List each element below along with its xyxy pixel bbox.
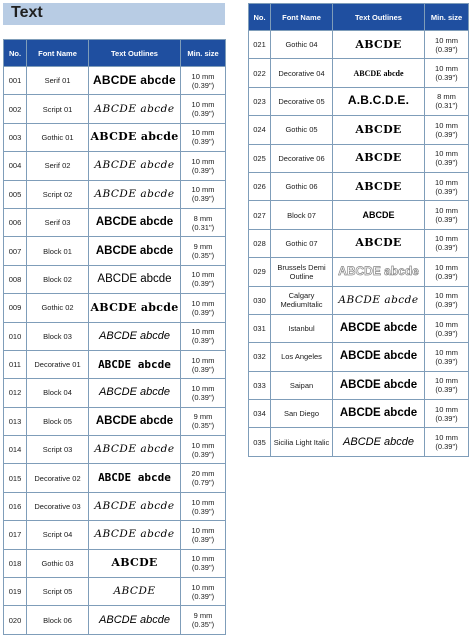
min-size-mm: 10 mm bbox=[191, 554, 215, 564]
font-sample bbox=[333, 258, 425, 286]
font-sample-text: ABCDE abcde bbox=[99, 329, 170, 342]
table-row bbox=[4, 237, 226, 265]
min-size-inch: (0.39") bbox=[191, 591, 215, 601]
font-sample-text: ABCDE abcde bbox=[93, 72, 176, 87]
font-number: 008 bbox=[4, 265, 27, 293]
font-sample-text: A.B.C.D.E. bbox=[347, 93, 410, 108]
min-size-mm: 10 mm bbox=[435, 149, 458, 159]
min-size bbox=[425, 144, 469, 172]
font-sample bbox=[89, 578, 181, 606]
min-size-mm: 10 mm bbox=[435, 291, 458, 301]
table-row bbox=[4, 322, 226, 350]
font-sample bbox=[89, 265, 181, 293]
table-row bbox=[4, 208, 226, 236]
min-size-mm: 10 mm bbox=[191, 270, 215, 280]
min-size-mm: 8 mm bbox=[437, 92, 456, 102]
min-size bbox=[181, 549, 226, 577]
min-size-mm: 20 mm bbox=[191, 469, 215, 479]
min-size-inch: (0.39") bbox=[435, 413, 458, 423]
font-number: 020 bbox=[4, 606, 27, 634]
table-row bbox=[249, 314, 469, 342]
min-size-mm: 9 mm bbox=[193, 611, 213, 621]
min-size bbox=[181, 67, 226, 95]
font-sample bbox=[89, 180, 181, 208]
font-name: Sicilia Light Italic bbox=[271, 428, 333, 456]
min-size-mm: 10 mm bbox=[435, 404, 458, 414]
table-row bbox=[4, 180, 226, 208]
min-size bbox=[181, 322, 226, 350]
min-size-inch: (0.39") bbox=[435, 300, 458, 310]
font-sample bbox=[89, 123, 181, 151]
font-number: 023 bbox=[249, 87, 271, 115]
font-sample bbox=[89, 549, 181, 577]
min-size-mm: 10 mm bbox=[435, 206, 458, 216]
font-name: Istanbul bbox=[271, 314, 333, 342]
min-size-inch: (0.39") bbox=[435, 186, 458, 196]
min-size-inch: (0.39") bbox=[435, 356, 458, 366]
font-number: 012 bbox=[4, 379, 27, 407]
font-number: 019 bbox=[4, 578, 27, 606]
font-number: 021 bbox=[249, 31, 271, 59]
font-name: Serif 03 bbox=[27, 208, 89, 236]
font-name: San Diego bbox=[271, 400, 333, 428]
min-size-inch: (0.79") bbox=[191, 478, 215, 488]
font-sample bbox=[89, 606, 181, 634]
table-row bbox=[249, 343, 469, 371]
min-size-mm: 10 mm bbox=[191, 525, 215, 535]
font-sample bbox=[89, 407, 181, 435]
min-size-mm: 10 mm bbox=[191, 327, 215, 337]
min-size bbox=[181, 606, 226, 634]
table-row bbox=[4, 350, 226, 378]
font-sample-text: ABCDE abcde bbox=[97, 272, 172, 285]
font-sample-text: ABCDE abcde bbox=[94, 528, 175, 541]
min-size-mm: 10 mm bbox=[435, 120, 458, 130]
min-size-mm: 10 mm bbox=[191, 128, 215, 138]
font-sample bbox=[89, 350, 181, 378]
font-sample bbox=[333, 116, 425, 144]
font-number: 004 bbox=[4, 152, 27, 180]
min-size-mm: 10 mm bbox=[191, 355, 215, 365]
font-sample-text: ABCDE abcde bbox=[90, 300, 179, 314]
min-size-mm: 10 mm bbox=[435, 376, 458, 386]
table-row bbox=[4, 492, 226, 520]
font-name: Script 04 bbox=[27, 521, 89, 549]
min-size-inch: (0.39") bbox=[435, 129, 458, 139]
font-name: Calgary MediumItalic bbox=[271, 286, 333, 314]
min-size bbox=[181, 180, 226, 208]
font-sample bbox=[89, 95, 181, 123]
table-header-row bbox=[249, 4, 469, 31]
font-sample bbox=[89, 492, 181, 520]
min-size bbox=[181, 379, 226, 407]
font-sample-text: ABCDE bbox=[355, 151, 402, 165]
font-name: Gothic 04 bbox=[271, 31, 333, 59]
min-size-mm: 10 mm bbox=[435, 35, 458, 45]
font-sample bbox=[333, 87, 425, 115]
font-name: Block 05 bbox=[27, 407, 89, 435]
min-size-mm: 10 mm bbox=[191, 440, 215, 450]
min-size-inch: (0.39") bbox=[191, 336, 215, 346]
min-size bbox=[181, 152, 226, 180]
font-sample-text: ABCDE bbox=[355, 37, 402, 51]
font-sample-text: ABCDE abcde bbox=[338, 293, 419, 306]
font-sample-text: ABCDE abcde bbox=[94, 159, 175, 172]
font-name: Block 06 bbox=[27, 606, 89, 634]
min-size bbox=[181, 123, 226, 151]
min-size-inch: (0.39") bbox=[435, 271, 458, 281]
font-number: 030 bbox=[249, 286, 271, 314]
font-sample-text: ABCDE bbox=[355, 122, 402, 136]
font-name: Script 03 bbox=[27, 436, 89, 464]
min-size bbox=[425, 87, 469, 115]
min-size-inch: (0.39") bbox=[191, 506, 215, 516]
min-size bbox=[425, 258, 469, 286]
header-min-size: Min. size bbox=[181, 40, 226, 67]
min-size bbox=[181, 492, 226, 520]
font-number: 024 bbox=[249, 116, 271, 144]
font-sample bbox=[333, 286, 425, 314]
font-name: Block 02 bbox=[27, 265, 89, 293]
font-sample-text: ABCDE abcde bbox=[339, 322, 418, 335]
font-sample-text: ABCDE bbox=[111, 556, 158, 570]
min-size-mm: 8 mm bbox=[193, 213, 213, 223]
font-sample bbox=[333, 59, 425, 87]
font-sample-text: ABCDE abcde bbox=[339, 407, 418, 420]
font-sample bbox=[333, 314, 425, 342]
table-row bbox=[4, 95, 226, 123]
min-size bbox=[181, 436, 226, 464]
font-sample-text: ABCDE abcde bbox=[95, 216, 174, 229]
font-sample-text: ABCDE abcde bbox=[338, 263, 419, 278]
font-number: 025 bbox=[249, 144, 271, 172]
font-number: 029 bbox=[249, 258, 271, 286]
font-name: Script 01 bbox=[27, 95, 89, 123]
min-size-mm: 10 mm bbox=[435, 234, 458, 244]
min-size bbox=[181, 265, 226, 293]
table-header-row bbox=[4, 40, 226, 67]
font-number: 033 bbox=[249, 371, 271, 399]
font-sample-text: ABCDE abcde bbox=[339, 378, 418, 391]
font-name: Decorative 01 bbox=[27, 350, 89, 378]
font-sample bbox=[333, 371, 425, 399]
table-row bbox=[249, 59, 469, 87]
font-number: 015 bbox=[4, 464, 27, 492]
min-size bbox=[181, 294, 226, 322]
font-sample bbox=[89, 67, 181, 95]
min-size-inch: (0.39") bbox=[435, 44, 458, 54]
font-name: Serif 02 bbox=[27, 152, 89, 180]
font-sample-text: ABCDE bbox=[362, 209, 395, 220]
min-size bbox=[425, 428, 469, 456]
font-sample bbox=[333, 343, 425, 371]
table-row bbox=[4, 407, 226, 435]
font-sample-text: ABCDE bbox=[355, 179, 402, 193]
min-size-mm: 10 mm bbox=[435, 347, 458, 357]
font-sample-text: ABCDE abcde bbox=[94, 500, 175, 513]
min-size bbox=[425, 31, 469, 59]
min-size bbox=[181, 350, 226, 378]
font-sample bbox=[333, 31, 425, 59]
font-name: Block 04 bbox=[27, 379, 89, 407]
font-number: 001 bbox=[4, 67, 27, 95]
min-size-inch: (0.39") bbox=[435, 243, 458, 253]
table-row bbox=[4, 549, 226, 577]
header-no: No. bbox=[4, 40, 27, 67]
min-size bbox=[425, 286, 469, 314]
table-row bbox=[249, 201, 469, 229]
font-name: Block 01 bbox=[27, 237, 89, 265]
min-size bbox=[425, 400, 469, 428]
min-size-mm: 10 mm bbox=[191, 298, 215, 308]
font-sample bbox=[89, 379, 181, 407]
min-size-mm: 10 mm bbox=[191, 156, 215, 166]
font-name: Block 03 bbox=[27, 322, 89, 350]
font-name: Gothic 07 bbox=[271, 229, 333, 257]
font-name: Gothic 02 bbox=[27, 294, 89, 322]
table-row bbox=[249, 229, 469, 257]
font-name: Los Angeles bbox=[271, 343, 333, 371]
font-table-right bbox=[248, 3, 469, 457]
min-size-inch: (0.31") bbox=[191, 222, 215, 232]
font-sample bbox=[333, 229, 425, 257]
font-name: Decorative 05 bbox=[271, 87, 333, 115]
min-size-mm: 10 mm bbox=[191, 185, 215, 195]
table-row bbox=[249, 116, 469, 144]
table-row bbox=[249, 144, 469, 172]
min-size-inch: (0.39") bbox=[191, 165, 215, 175]
font-number: 017 bbox=[4, 521, 27, 549]
min-size bbox=[181, 464, 226, 492]
font-sample-text: ABCDE abcde bbox=[94, 187, 175, 200]
table-row bbox=[249, 258, 469, 286]
min-size-inch: (0.39") bbox=[191, 364, 215, 374]
min-size-inch: (0.39") bbox=[191, 307, 215, 317]
table-row bbox=[4, 123, 226, 151]
font-sample bbox=[89, 237, 181, 265]
font-name: Script 02 bbox=[27, 180, 89, 208]
font-sample bbox=[333, 201, 425, 229]
min-size bbox=[181, 237, 226, 265]
section-title: Text bbox=[11, 4, 43, 21]
min-size-mm: 10 mm bbox=[191, 497, 215, 507]
min-size bbox=[425, 172, 469, 200]
font-sample bbox=[89, 436, 181, 464]
min-size bbox=[425, 116, 469, 144]
header-no: No. bbox=[249, 4, 271, 31]
font-name: Decorative 03 bbox=[27, 492, 89, 520]
min-size-mm: 10 mm bbox=[435, 64, 458, 74]
font-name: Brussels Demi Outline bbox=[271, 258, 333, 286]
min-size-inch: (0.35") bbox=[191, 251, 215, 261]
min-size-inch: (0.35") bbox=[191, 620, 215, 630]
min-size-inch: (0.39") bbox=[191, 279, 215, 289]
table-row bbox=[249, 428, 469, 456]
font-sample-text: ABCDE abcde bbox=[95, 244, 174, 257]
font-name: Gothic 05 bbox=[271, 116, 333, 144]
table-row bbox=[4, 436, 226, 464]
font-name: Decorative 06 bbox=[271, 144, 333, 172]
font-sample bbox=[89, 294, 181, 322]
min-size-mm: 10 mm bbox=[435, 319, 458, 329]
min-size bbox=[181, 95, 226, 123]
header-font-name: Font Name bbox=[271, 4, 333, 31]
min-size bbox=[181, 407, 226, 435]
font-sample-text: ABCDE abcde bbox=[99, 386, 170, 399]
section-title-bar bbox=[3, 3, 225, 25]
table-row bbox=[249, 371, 469, 399]
min-size bbox=[181, 521, 226, 549]
font-sample-text: ABCDE bbox=[113, 585, 156, 598]
font-number: 034 bbox=[249, 400, 271, 428]
font-number: 018 bbox=[4, 549, 27, 577]
min-size bbox=[425, 371, 469, 399]
min-size-mm: 9 mm bbox=[193, 242, 213, 252]
min-size-inch: (0.39") bbox=[191, 449, 215, 459]
table-row bbox=[4, 578, 226, 606]
min-size bbox=[425, 314, 469, 342]
min-size bbox=[181, 578, 226, 606]
font-name: Gothic 01 bbox=[27, 123, 89, 151]
table-row bbox=[4, 294, 226, 322]
font-sample-text: ABCDE abcde bbox=[343, 435, 414, 448]
font-sample bbox=[89, 208, 181, 236]
font-number: 027 bbox=[249, 201, 271, 229]
min-size-mm: 10 mm bbox=[191, 100, 215, 110]
font-sample-text: ABCDE bbox=[355, 236, 402, 250]
table-row bbox=[4, 379, 226, 407]
min-size-inch: (0.39") bbox=[435, 158, 458, 168]
min-size-inch: (0.39") bbox=[191, 109, 215, 119]
table-row bbox=[4, 265, 226, 293]
min-size-inch: (0.39") bbox=[191, 534, 215, 544]
font-number: 011 bbox=[4, 350, 27, 378]
font-name: Script 05 bbox=[27, 578, 89, 606]
font-sample bbox=[89, 152, 181, 180]
font-sample-text: ABCDE abcde bbox=[98, 471, 171, 485]
font-number: 010 bbox=[4, 322, 27, 350]
table-row bbox=[249, 31, 469, 59]
font-sample-text: ABCDE abcde bbox=[90, 130, 179, 144]
font-sample bbox=[89, 322, 181, 350]
header-text-outlines: Text Outlines bbox=[333, 4, 425, 31]
font-sample-text: ABCDE abcde bbox=[95, 414, 174, 427]
font-number: 005 bbox=[4, 180, 27, 208]
font-number: 016 bbox=[4, 492, 27, 520]
font-sample bbox=[333, 428, 425, 456]
font-sample-text: ABCDE abcde bbox=[94, 102, 175, 115]
table-row bbox=[249, 286, 469, 314]
min-size bbox=[425, 201, 469, 229]
table-row bbox=[4, 606, 226, 634]
font-number: 007 bbox=[4, 237, 27, 265]
font-number: 031 bbox=[249, 314, 271, 342]
table-row bbox=[249, 400, 469, 428]
table-row bbox=[4, 67, 226, 95]
header-text-outlines: Text Outlines bbox=[89, 40, 181, 67]
font-sample bbox=[333, 172, 425, 200]
font-sample bbox=[89, 464, 181, 492]
min-size-inch: (0.39") bbox=[191, 137, 215, 147]
font-number: 022 bbox=[249, 59, 271, 87]
min-size-inch: (0.39") bbox=[435, 328, 458, 338]
font-number: 028 bbox=[249, 229, 271, 257]
min-size-mm: 10 mm bbox=[191, 71, 215, 81]
font-number: 003 bbox=[4, 123, 27, 151]
font-number: 002 bbox=[4, 95, 27, 123]
table-row bbox=[249, 172, 469, 200]
font-number: 013 bbox=[4, 407, 27, 435]
font-sample-text: ABCDE abcde bbox=[353, 68, 404, 78]
font-number: 026 bbox=[249, 172, 271, 200]
min-size-mm: 10 mm bbox=[435, 433, 458, 443]
font-sample bbox=[333, 400, 425, 428]
min-size-inch: (0.39") bbox=[435, 215, 458, 225]
font-number: 006 bbox=[4, 208, 27, 236]
min-size-mm: 10 mm bbox=[191, 582, 215, 592]
font-number: 009 bbox=[4, 294, 27, 322]
font-name: Saipan bbox=[271, 371, 333, 399]
font-table-left bbox=[3, 39, 226, 635]
font-name: Block 07 bbox=[271, 201, 333, 229]
font-number: 014 bbox=[4, 436, 27, 464]
font-sample-text: ABCDE abcde bbox=[94, 443, 175, 456]
header-font-name: Font Name bbox=[27, 40, 89, 67]
font-name: Gothic 03 bbox=[27, 549, 89, 577]
min-size-inch: (0.35") bbox=[191, 421, 215, 431]
font-number: 035 bbox=[249, 428, 271, 456]
min-size-mm: 9 mm bbox=[193, 412, 213, 422]
min-size-inch: (0.39") bbox=[191, 194, 215, 204]
table-row bbox=[4, 152, 226, 180]
min-size-mm: 10 mm bbox=[435, 177, 458, 187]
font-sample-text: ABCDE abcde bbox=[339, 350, 418, 363]
min-size bbox=[425, 343, 469, 371]
min-size-inch: (0.39") bbox=[435, 73, 458, 83]
font-name: Serif 01 bbox=[27, 67, 89, 95]
font-sample-text: ABCDE abcde bbox=[98, 357, 171, 371]
font-number: 032 bbox=[249, 343, 271, 371]
font-sample bbox=[89, 521, 181, 549]
table-row bbox=[249, 87, 469, 115]
font-name: Decorative 04 bbox=[271, 59, 333, 87]
min-size-inch: (0.39") bbox=[435, 442, 458, 452]
min-size bbox=[181, 208, 226, 236]
min-size bbox=[425, 59, 469, 87]
font-sample-text: ABCDE abcde bbox=[99, 613, 170, 626]
min-size-mm: 10 mm bbox=[435, 262, 458, 272]
header-min-size: Min. size bbox=[425, 4, 469, 31]
font-name: Decorative 02 bbox=[27, 464, 89, 492]
min-size-inch: (0.39") bbox=[191, 392, 215, 402]
font-sample bbox=[333, 144, 425, 172]
min-size bbox=[425, 229, 469, 257]
min-size-inch: (0.39") bbox=[191, 563, 215, 573]
min-size-inch: (0.39") bbox=[435, 385, 458, 395]
min-size-inch: (0.31") bbox=[435, 101, 458, 111]
table-row bbox=[4, 521, 226, 549]
min-size-mm: 10 mm bbox=[191, 383, 215, 393]
font-name: Gothic 06 bbox=[271, 172, 333, 200]
table-row bbox=[4, 464, 226, 492]
min-size-inch: (0.39") bbox=[191, 80, 215, 90]
